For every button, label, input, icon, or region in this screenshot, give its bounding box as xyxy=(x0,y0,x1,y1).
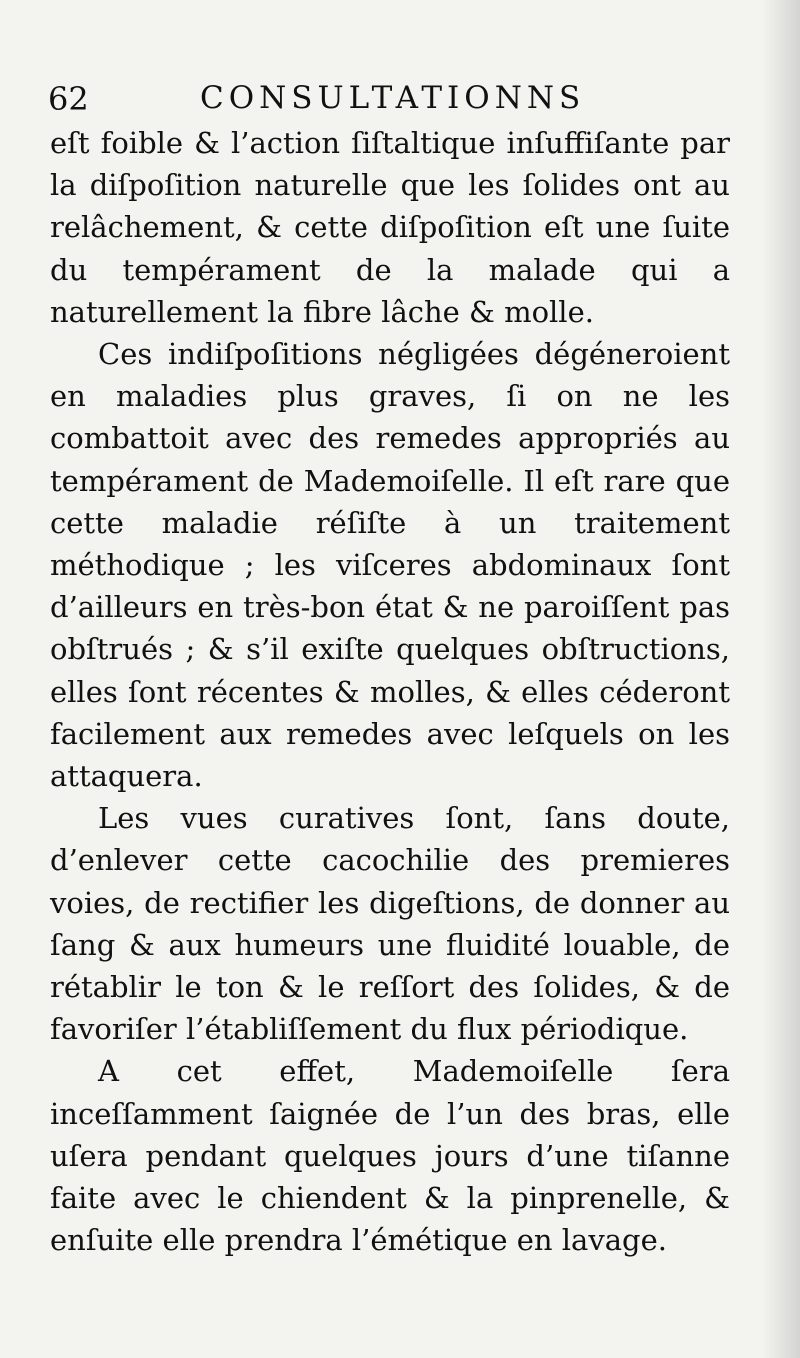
page-number: 62 xyxy=(48,80,89,118)
page-header xyxy=(48,80,728,126)
paragraph-treatment: A cet effet, Mademoiſelle ſera inceſſamment ſaignée de l’un des bras, elle uſera pendant quelques jours d’une tiſanne faite avec le chiendent & la pinprenelle, & enſuite elle prendra l’émétique en lavage. xyxy=(50,1054,730,1258)
paragraph-indispositions: Ces indiſpoſitions négligées dégéneroient en maladies plus graves, ſi on ne les combattoit avec des remedes appropriés au tempérament de Mademoiſelle. Il eſt rare que cette maladie réſiſte à un traitement méthodique ; les viſceres abdominaux ſont d’ailleurs en très-bon état & ne paroiſſent pas obſtrués ; & s’il exiſte quelques obſtructions, elles ſont récentes & molles, & elles céderont facilement aux remedes avec leſquels on les attaquera. xyxy=(50,337,730,794)
paragraph-continuation: eſt foible & l’action ſiſtaltique inſuffiſante par la diſpoſition naturelle que les ſolides ont au relâchement, & cette diſpoſition eſt une ſuite du tempérament de la malade qui a naturellement la fibre lâche & molle. xyxy=(50,126,730,329)
paragraph-curative-views: Les vues curatives ſont, ſans doute, d’enlever cette cacochilie des premieres voies, de rectifier les digeſtions, de donner au ſang & aux humeurs une fluidité louable, de rétablir le ton & le reſſort des ſolides, & de favoriſer l’établiſſement du flux périodique. xyxy=(50,801,730,1047)
running-head: CONSULTATIONNS xyxy=(200,80,586,116)
body-text xyxy=(50,122,730,1261)
